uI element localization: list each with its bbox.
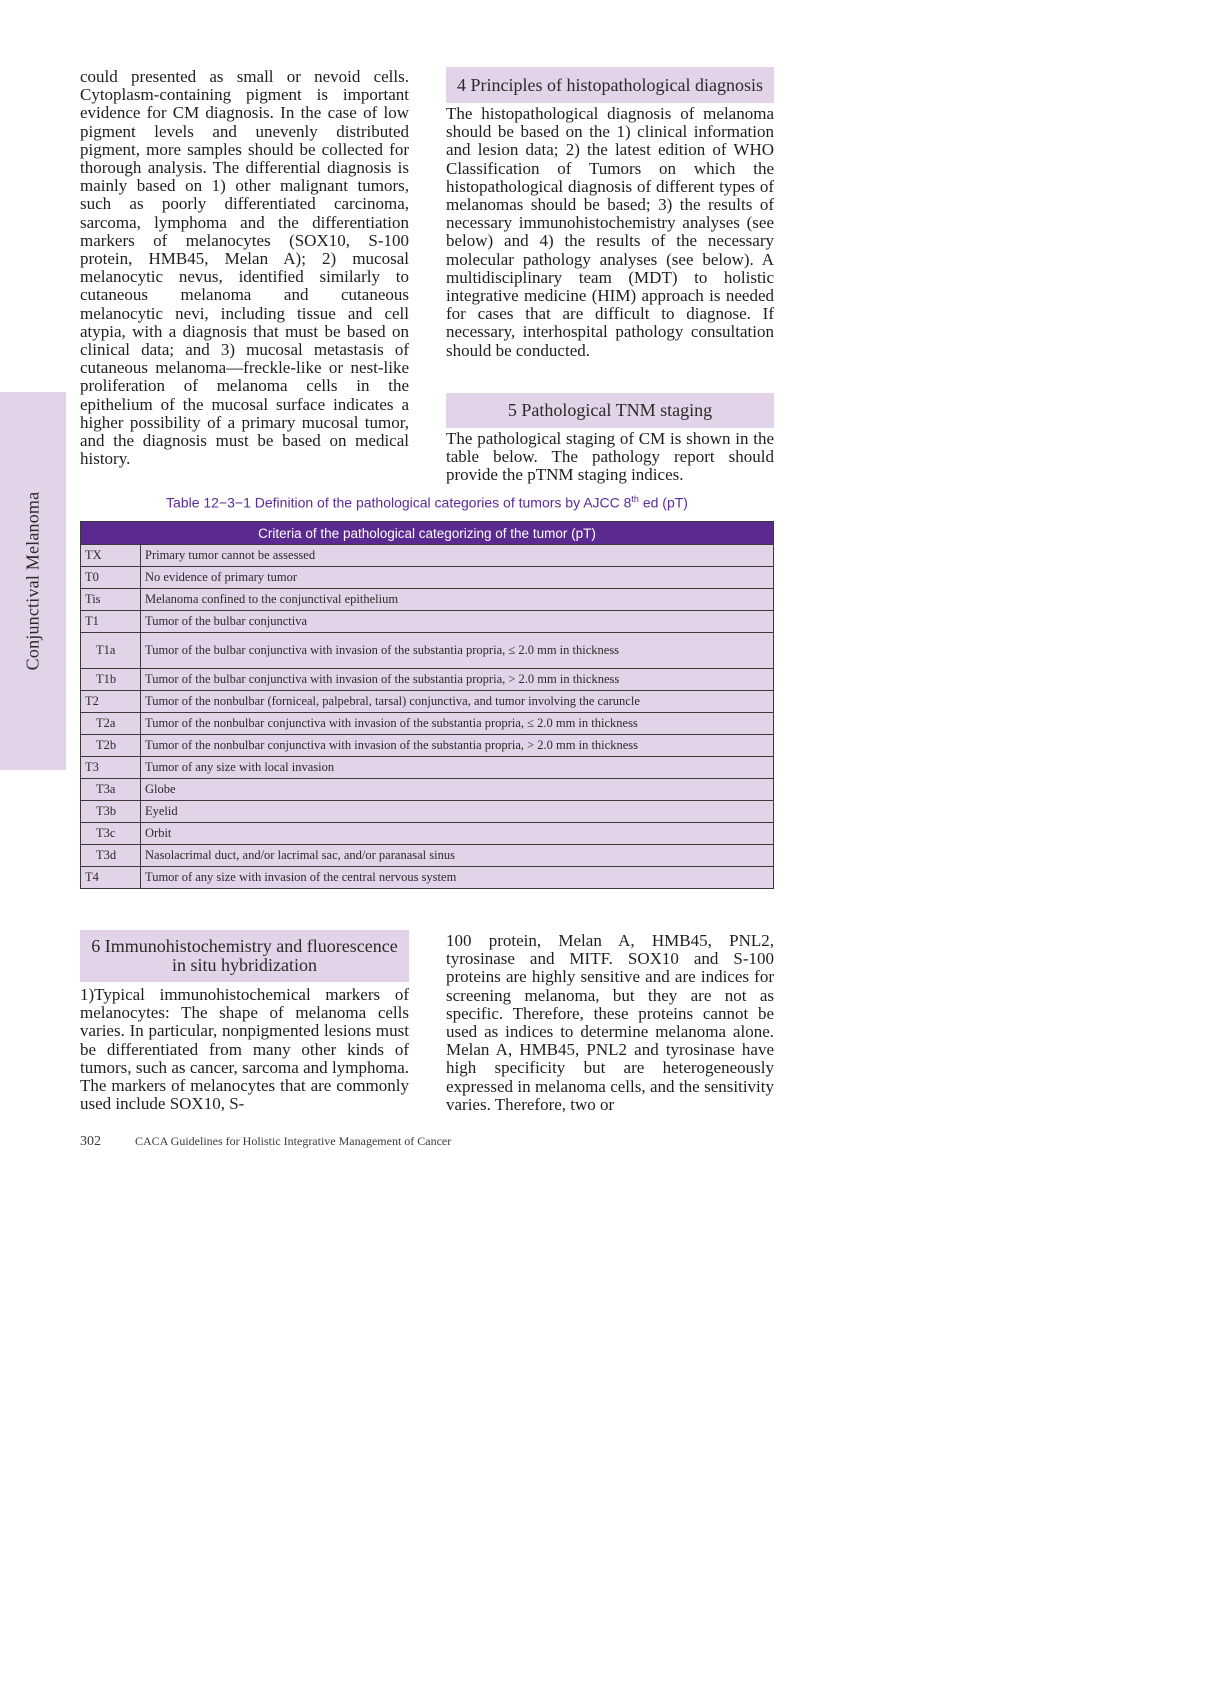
page-number: 302: [80, 1134, 101, 1149]
row-code: T1b: [81, 669, 141, 691]
section5-heading: 5 Pathological TNM staging: [446, 393, 774, 428]
table-row: [81, 545, 774, 567]
table-row: [81, 801, 774, 823]
row-desc: Primary tumor cannot be assessed: [141, 545, 774, 567]
row-desc: Tumor of the bulbar conjunctiva with invasion of the substantia propria, ≤ 2.0 mm in thickness: [141, 633, 774, 669]
row-code: T4: [81, 867, 141, 889]
table-row: [81, 611, 774, 633]
paragraph-differential-diagnosis: could presented as small or nevoid cells. Cytoplasm-containing pigment is important evidence for CM diagnosis. In the case of low pigment levels and unevenly distributed pigment, more samples should be collected for thorough analysis. The differential diagnosis is mainly based on 1) other malignant tumors, such as poorly differentiated carcinoma, sarcoma, lymphoma and the differentiation markers of melanocytes (SOX10, S-100 protein, HMB45, Melan A); 2) mucosal melanocytic nevus, identified similarly to cutaneous melanoma and cutaneous melanocytic nevi, including tissue and cell atypia, with a diagnosis that must be based on clinical data; and 3) mucosal metastasis of cutaneous melanoma—freckle-like or nest-like proliferation of melanoma cells in the epithelium of the mucosal surface indicates a higher possibility of a primary mucosal tumor, and the diagnosis must be based on medical history.: [80, 67, 409, 469]
section4-text: [446, 105, 774, 360]
row-desc: Tumor of the nonbulbar (forniceal, palpebral, tarsal) conjunctiva, and tumor involving the caruncle: [141, 691, 774, 713]
pt-criteria-table: [80, 521, 774, 889]
table-header: Criteria of the pathological categorizing of the tumor (pT): [81, 522, 774, 545]
row-desc: Orbit: [141, 823, 774, 845]
row-desc: Nasolacrimal duct, and/or lacrimal sac, and/or paranasal sinus: [141, 845, 774, 867]
section6-left-text: [80, 986, 409, 1113]
table-row: [81, 867, 774, 889]
table-caption-sup: th: [631, 494, 639, 504]
row-desc: Tumor of the nonbulbar conjunctiva with invasion of the substantia propria, > 2.0 mm in thickness: [141, 735, 774, 757]
row-desc: Tumor of the bulbar conjunctiva: [141, 611, 774, 633]
row-desc: Melanoma confined to the conjunctival epithelium: [141, 589, 774, 611]
row-desc: Tumor of the bulbar conjunctiva with invasion of the substantia propria, > 2.0 mm in thickness: [141, 669, 774, 691]
table-row: [81, 823, 774, 845]
row-code: T1a: [81, 633, 141, 669]
table-row: [81, 589, 774, 611]
row-code: T0: [81, 567, 141, 589]
row-code: T3: [81, 757, 141, 779]
left-column-top-text: [80, 68, 409, 468]
section5-text: [446, 430, 774, 485]
table-caption-prefix: Table 12−3−1 Definition of the pathological categories of tumors by AJCC 8: [166, 494, 632, 511]
table-caption-suffix: ed (pT): [638, 494, 688, 511]
row-desc: Tumor of any size with local invasion: [141, 757, 774, 779]
section5-paragraph: The pathological staging of CM is shown in the table below. The pathology report should provide the pTNM staging indices.: [446, 429, 774, 485]
footer-title: CACA Guidelines for Holistic Integrative Management of Cancer: [135, 1134, 452, 1148]
section6-heading-line1: 6 Immunohistochemistry and fluorescence: [91, 936, 398, 956]
table-row: [81, 567, 774, 589]
section6-heading: [80, 930, 409, 982]
table-row: [81, 735, 774, 757]
row-code: T3d: [81, 845, 141, 867]
row-desc: Globe: [141, 779, 774, 801]
row-code: T3c: [81, 823, 141, 845]
side-tab: [0, 392, 66, 770]
table-row: [81, 633, 774, 669]
row-code: T3a: [81, 779, 141, 801]
row-code: Tis: [81, 589, 141, 611]
section4-paragraph: The histopathological diagnosis of melanoma should be based on the 1) clinical information and lesion data; 2) the latest edition of WHO Classification of Tumors on which the histopathological diagnosis of different types of melanomas should be based; 3) the results of necessary immunohistochemistry analyses (see below) and 4) the results of the necessary molecular pathology analyses (see below). A multidisciplinary team (MDT) to holistic integrative medicine (HIM) approach is needed for cases that are difficult to diagnose. If necessary, interhospital pathology consultation should be conducted.: [446, 104, 774, 360]
table-row: [81, 779, 774, 801]
table-row: [81, 757, 774, 779]
table-row: [81, 845, 774, 867]
row-code: T1: [81, 611, 141, 633]
page-footer: [80, 1134, 451, 1150]
row-code: T2: [81, 691, 141, 713]
section6-paragraph-left: 1)Typical immunohistochemical markers of melanocytes: The shape of melanoma cells varies. In particular, nonpigmented lesions must be differentiated from many other kinds of tumors, such as cancer, sarcoma and lymphoma. The markers of melanocytes that are commonly used include SOX10, S-: [80, 985, 409, 1114]
section6-paragraph-right: 100 protein, Melan A, HMB45, PNL2, tyrosinase and MITF. SOX10 and S-100 proteins are highly sensitive and are indices for screening melanoma, but they are not as specific. Therefore, these proteins cannot be used as indices to determine melanoma alone. Melan A, HMB45, PNL2 and tyrosinase have high specificity but are heterogeneously expressed in melanoma cells, and the sensitivity varies. Therefore, two or: [446, 931, 774, 1114]
side-tab-label: Conjunctival Melanoma: [22, 491, 43, 671]
row-desc: Tumor of the nonbulbar conjunctiva with invasion of the substantia propria, ≤ 2.0 mm in thickness: [141, 713, 774, 735]
row-desc: No evidence of primary tumor: [141, 567, 774, 589]
table-row: [81, 691, 774, 713]
section6-right-text: [446, 932, 774, 1114]
row-code: T3b: [81, 801, 141, 823]
table-row: [81, 713, 774, 735]
table-caption: [80, 494, 774, 511]
section4-heading: 4 Principles of histopathological diagnosis: [446, 67, 774, 103]
row-code: T2a: [81, 713, 141, 735]
row-code: T2b: [81, 735, 141, 757]
row-desc: Eyelid: [141, 801, 774, 823]
row-desc: Tumor of any size with invasion of the central nervous system: [141, 867, 774, 889]
table-row: [81, 669, 774, 691]
row-code: TX: [81, 545, 141, 567]
section6-heading-line2: in situ hybridization: [172, 955, 317, 975]
